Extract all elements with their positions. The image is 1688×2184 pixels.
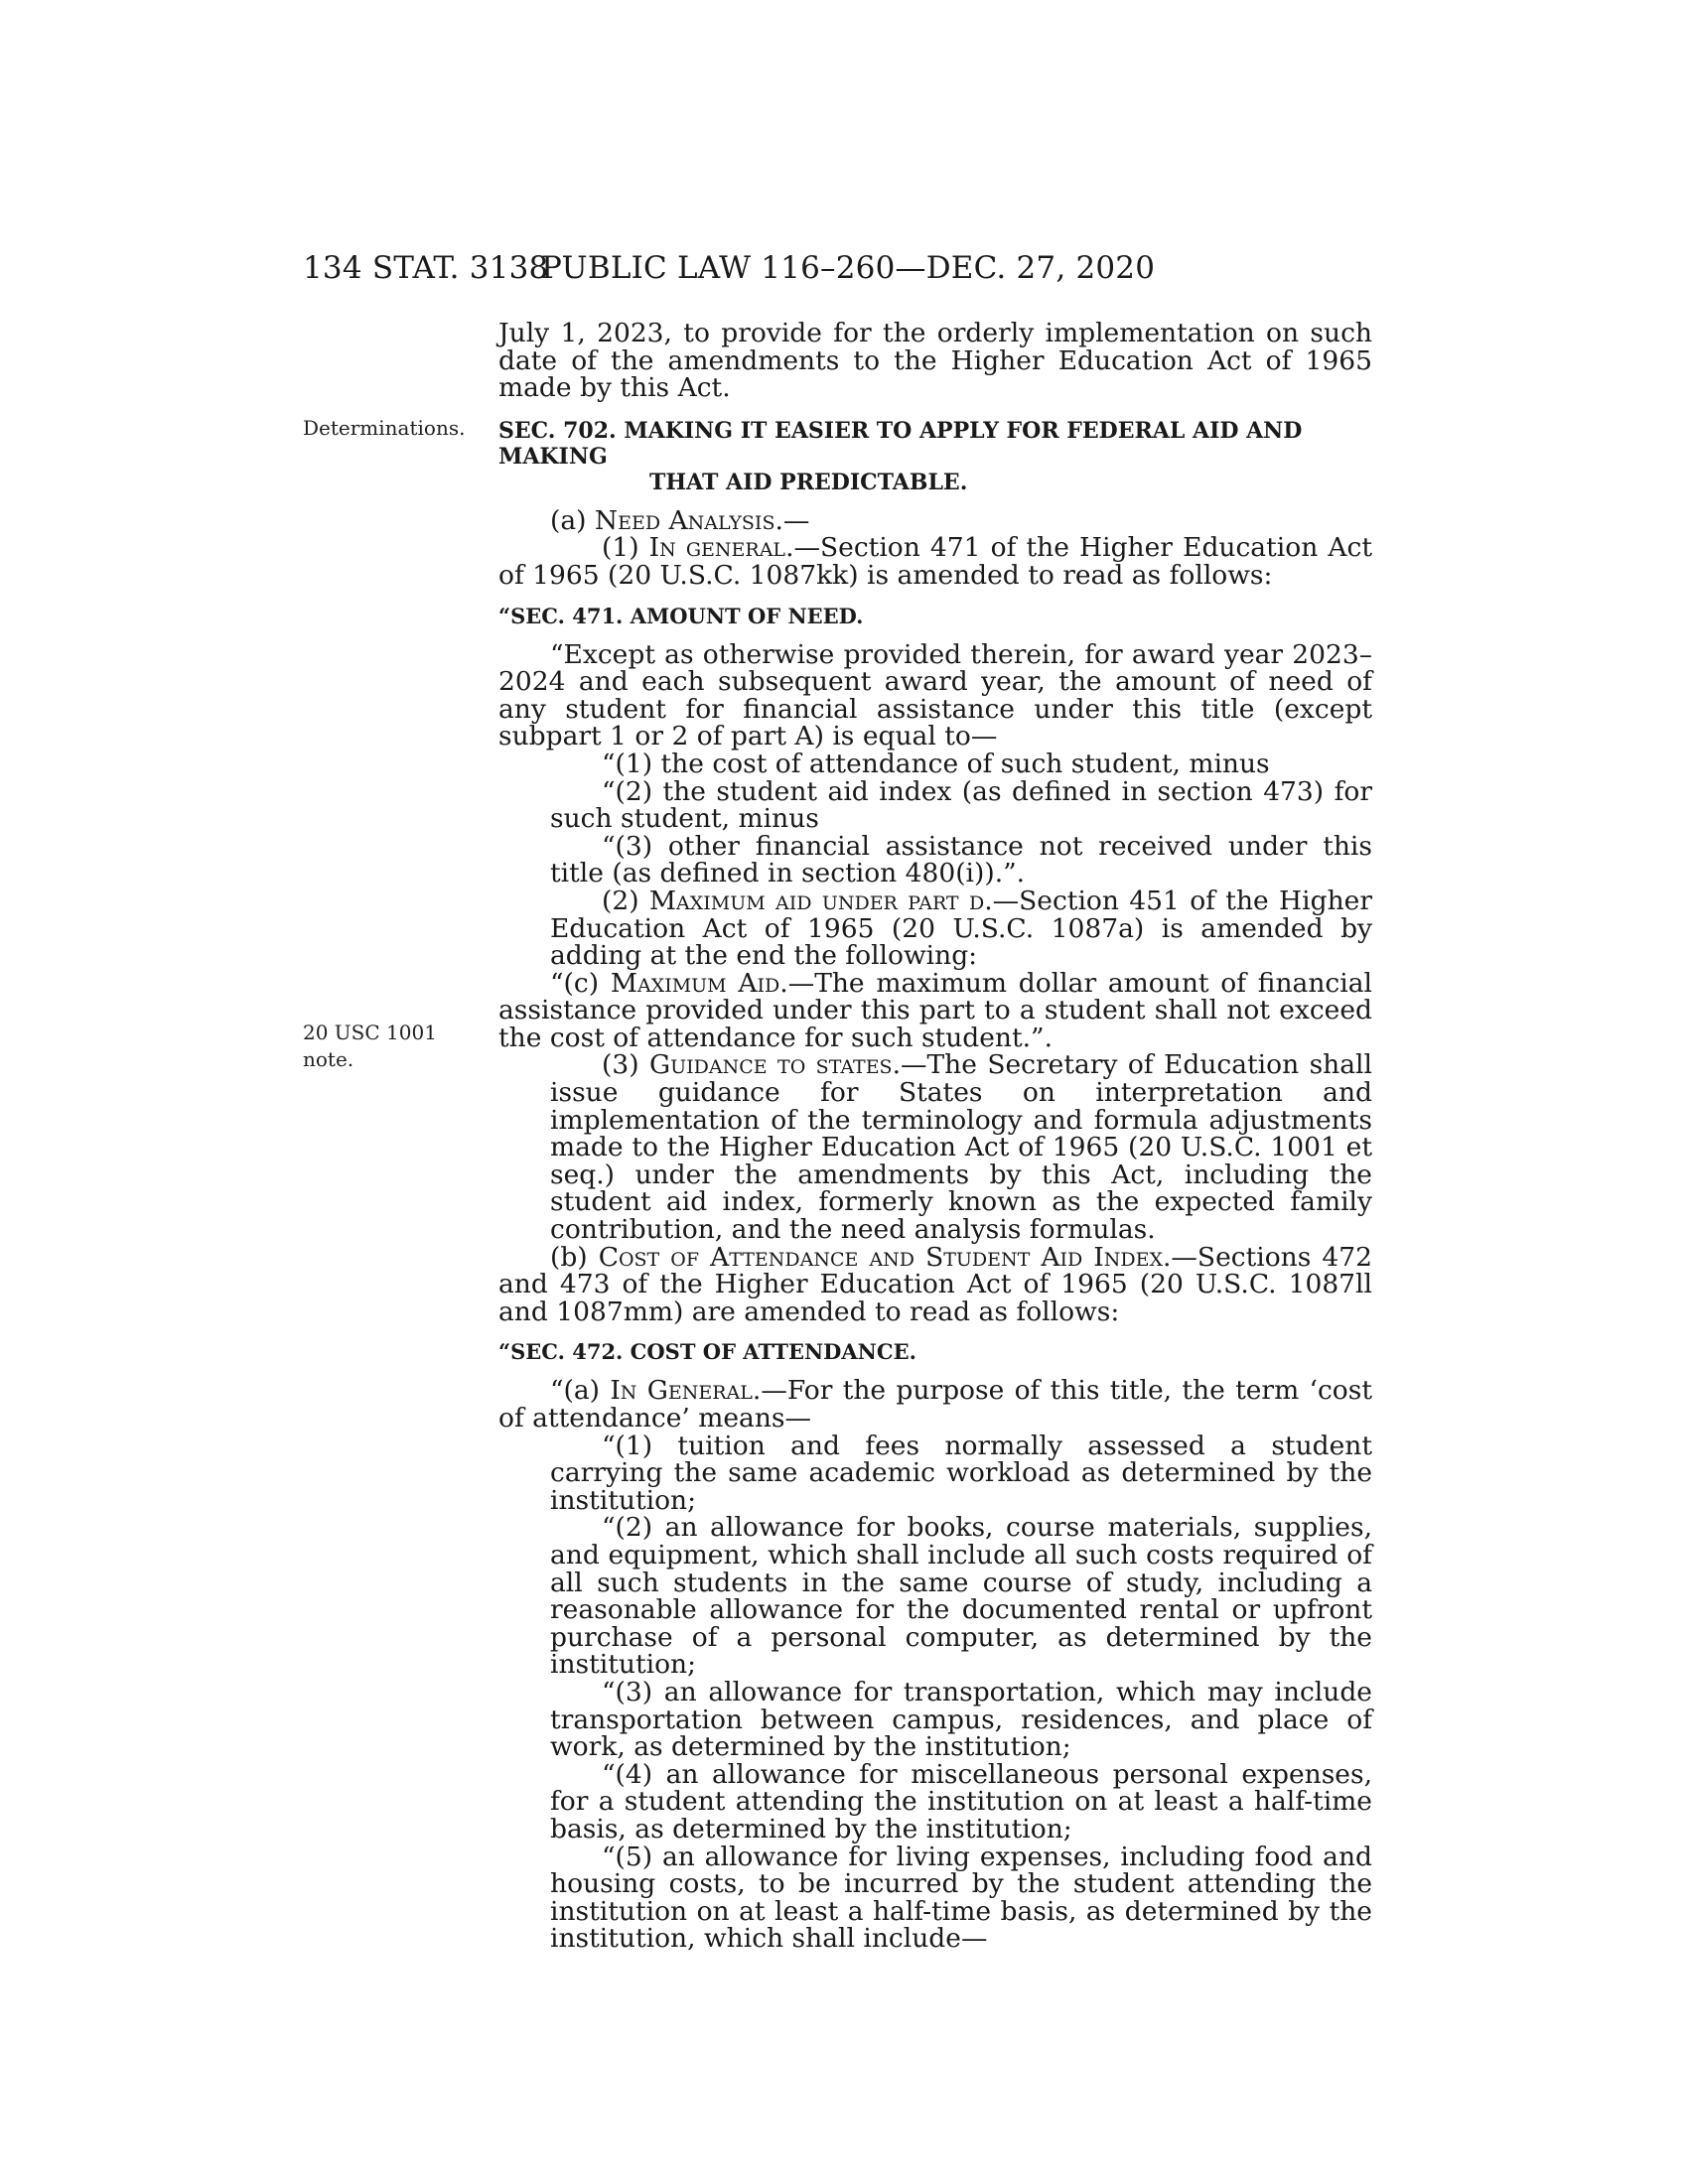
- margin-note-usc-line2: note.: [303, 1047, 354, 1071]
- paragraph-a3-label: (3): [602, 1049, 649, 1081]
- subsection-a-need-analysis: [498, 504, 1372, 536]
- section-702-heading: [498, 418, 1372, 495]
- section-472-a-label: “(a): [550, 1375, 611, 1407]
- page-header: [303, 248, 1375, 292]
- section-472-item-3: “(3) an allowance for transportation, which may include transportation between campus, residences, and place of work, as determined by the institution;: [550, 1676, 1372, 1763]
- paragraph-a1-heading: In general: [648, 532, 786, 564]
- subsection-b-label: (b): [550, 1241, 599, 1273]
- document-body: [498, 320, 1372, 1953]
- paragraph-a2-text: .—Section 451 of the Higher Education Act of 1965 (20 U.S.C. 1087a) is amended by adding at the end the following:: [550, 885, 1372, 972]
- section-471-item-2: “(2) the student aid index (as defined in section 473) for such student, minus: [550, 775, 1372, 835]
- section-472-a-in-general: [498, 1377, 1372, 1432]
- subsection-c-label: “(c): [550, 967, 611, 999]
- section-472-heading: “SEC. 472. COST OF ATTENDANCE.: [498, 1339, 916, 1365]
- section-471-item-1: “(1) the cost of attendance of such student, minus: [602, 748, 1270, 779]
- paragraph-a1-label: (1): [602, 532, 649, 564]
- paragraph-a3-heading: Guidance to states: [648, 1049, 893, 1081]
- section-702-heading-line1: SEC. 702. MAKING IT EASIER TO APPLY FOR FEDERAL AID AND MAKING: [498, 417, 1303, 470]
- section-471-heading: “SEC. 471. AMOUNT OF NEED.: [498, 603, 864, 628]
- paragraph-a3-guidance-to-states: [498, 1049, 1372, 1246]
- paragraph-a2-heading: Maximum aid under part d: [648, 885, 985, 916]
- subsection-a-label: (a): [550, 504, 595, 536]
- section-472-item-1: “(1) tuition and fees normally assessed a student carrying the same academic workload as determined by the institution;: [550, 1430, 1372, 1516]
- margin-note-determinations: Determinations.: [303, 416, 466, 440]
- section-472-item-5: “(5) an allowance for living expenses, including food and housing costs, to be incurred by the student attending the institution on at least a half-time basis, as determined by the institution, which shall include—: [550, 1841, 1372, 1955]
- subsection-c-text: .—The maximum dollar amount of financial assistance provided under this part to a student shall not exceed the cost of attendance for such student.”.: [498, 967, 1372, 1053]
- subsection-b-cost-of-attendance: [498, 1241, 1372, 1327]
- margin-note-usc-citation: [303, 1020, 482, 1073]
- subsection-c-heading: Maximum Aid: [610, 967, 780, 999]
- subsection-b-heading: Cost of Attendance and Student Aid Index: [598, 1241, 1163, 1273]
- paragraph-a3-text: .—The Secretary of Education shall issue guidance for States on interpretation and implementation of the terminology and formula adjustments made to the Higher Education Act of 1965 (20 U.S.C. 1001 et seq.) under the amendments by this Act, including the student aid index, formerly known as the expected family contribution, and the need analysis formulas.: [550, 1049, 1372, 1246]
- section-702-heading-line2: THAT AID PREDICTABLE.: [649, 469, 968, 495]
- subsection-a-dash: .—: [774, 504, 810, 536]
- paragraph-a1-text: .—Section 471 of the Higher Education Act of 1965 (20 U.S.C. 1087kk) is amended to read as follows:: [498, 532, 1372, 591]
- section-471-item-3: “(3) other financial assistance not received under this title (as defined in section 480(i)).”.: [550, 830, 1372, 889]
- subsection-a-heading: Need Analysis: [594, 504, 775, 536]
- public-law-title: PUBLIC LAW 116–260—DEC. 27, 2020: [541, 250, 1156, 286]
- section-472-a-text: .—For the purpose of this title, the term ‘cost of attendance’ means—: [498, 1375, 1372, 1433]
- margin-note-usc-line1: 20 USC 1001: [303, 1021, 437, 1044]
- paragraph-a1-in-general: [498, 534, 1372, 589]
- section-472-item-4: “(4) an allowance for miscellaneous personal expenses, for a student attending the institution on at least a half-time basis, as determined by the institution;: [550, 1758, 1372, 1844]
- subsection-b-text: .—Sections 472 and 473 of the Higher Education Act of 1965 (20 U.S.C. 1087ll and 1087mm) are amended to read as follows:: [498, 1241, 1372, 1327]
- subsection-c-maximum-aid: [498, 967, 1372, 1053]
- intro-paragraph: July 1, 2023, to provide for the orderly implementation on such date of the amendments to the Higher Education Act of 1965 made by this Act.: [498, 318, 1372, 404]
- statute-page-number: 134 STAT. 3138: [303, 250, 549, 286]
- section-471-text: “Except as otherwise provided therein, for award year 2023–2024 and each subsequent award year, the amount of need of any student for financial assistance under this title (except subpart 1 or 2 of part A) is equal to—: [498, 638, 1372, 752]
- section-472-a-heading: In General: [610, 1375, 753, 1407]
- paragraph-a2-maximum-aid: [498, 887, 1372, 970]
- section-472-item-2: “(2) an allowance for books, course materials, supplies, and equipment, which shall include all such costs required of all such students in the same course of study, including a reasonable allowance for the documented rental or upfront purchase of a personal computer, as determined by the institution;: [550, 1512, 1372, 1681]
- paragraph-a2-label: (2): [602, 885, 649, 916]
